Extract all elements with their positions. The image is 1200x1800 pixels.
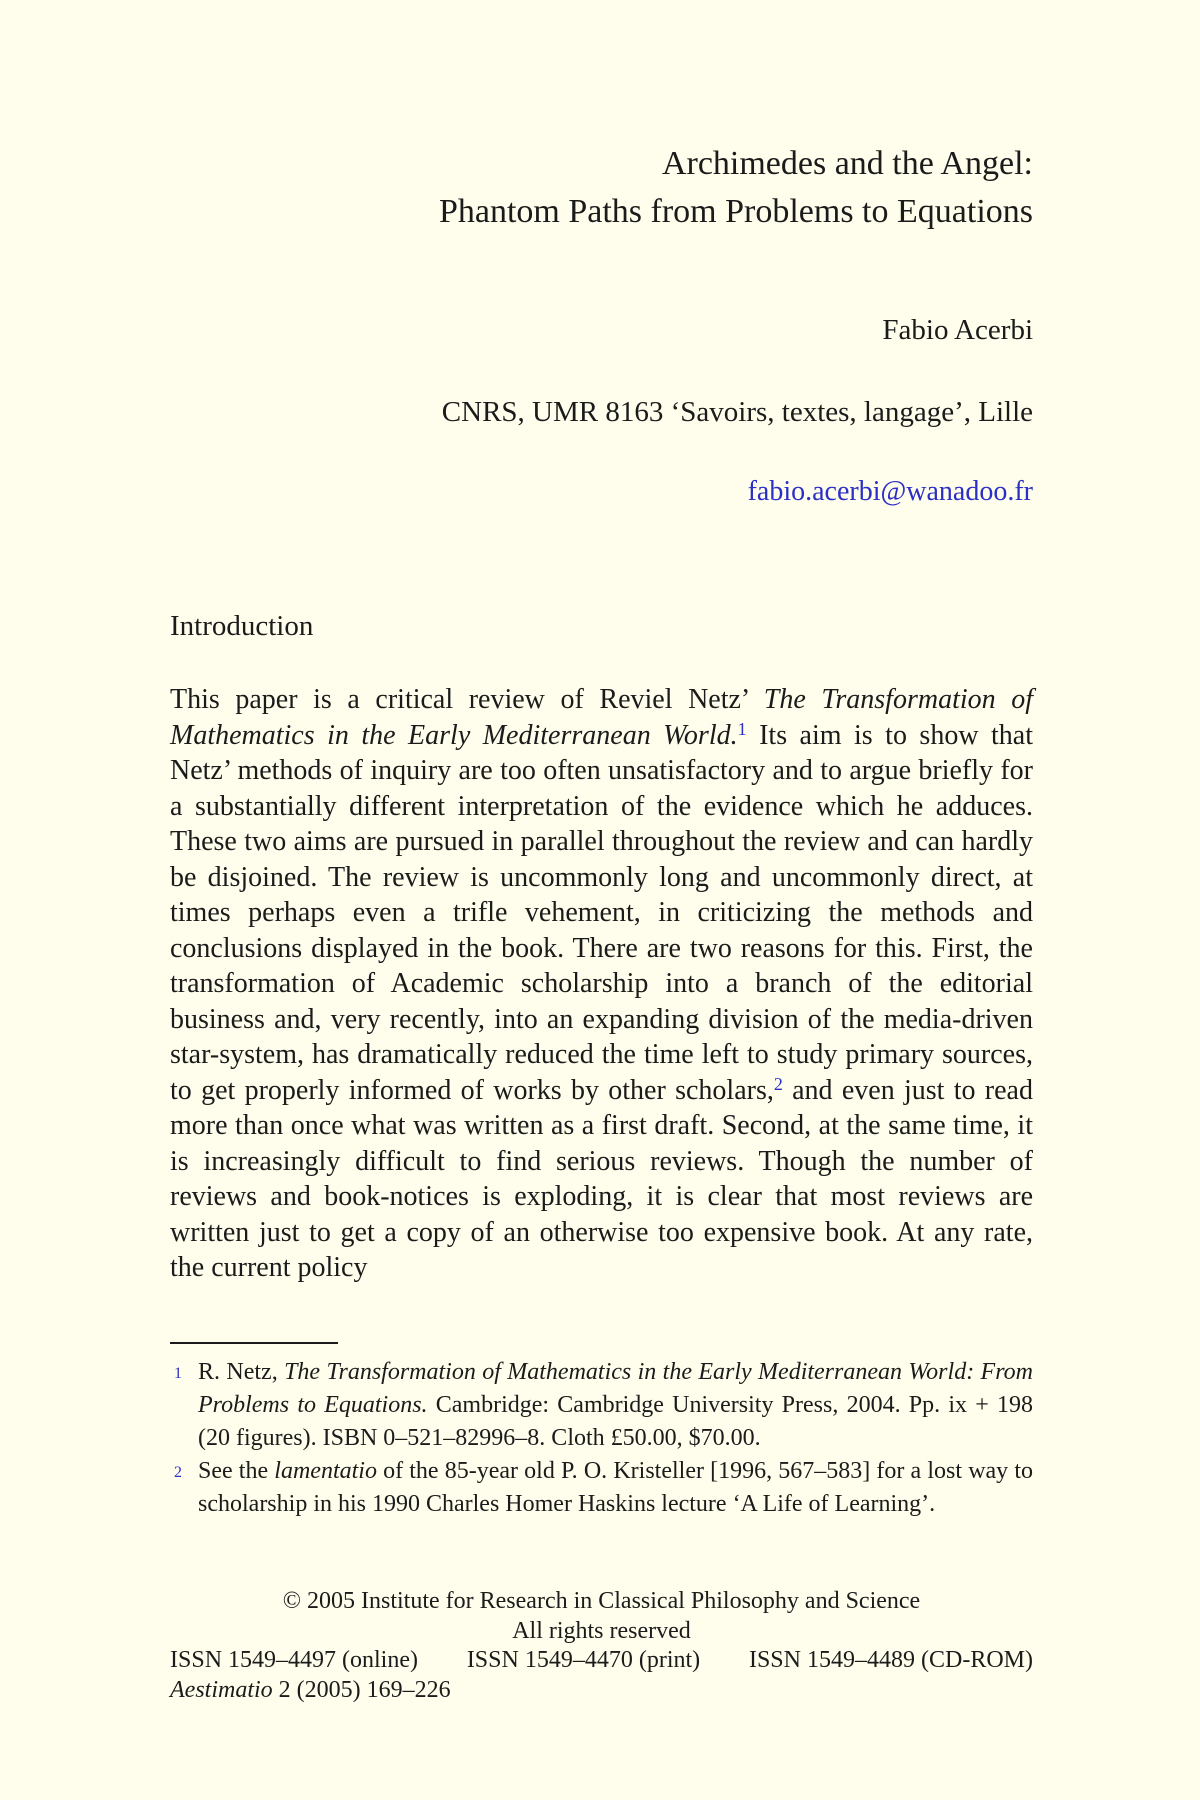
section-heading: Introduction	[170, 610, 314, 642]
issn-online: ISSN 1549–4497 (online)	[170, 1647, 418, 1673]
footnote-2	[170, 1455, 1033, 1521]
issn-line	[170, 1645, 1033, 1675]
footnote-rule	[170, 1342, 338, 1344]
footnote-ref-1[interactable]: 1	[737, 718, 747, 739]
footnote-2-marker[interactable]: 2	[174, 1464, 182, 1481]
footnote-1-marker[interactable]: 1	[174, 1365, 182, 1382]
rights-line: All rights reserved	[512, 1618, 691, 1644]
journal-citation: Aestimatio 2 (2005) 169–226	[170, 1677, 451, 1703]
author-name: Fabio Acerbi	[882, 314, 1033, 346]
footnote-1-text: R. Netz, The Transformation of Mathematics in the Early Mediterranean World: From Problems to Equations. Cambridge: Cambridge University Press, 2004. Pp. ix + 198 (20 figures). ISBN 0–521–82996–8. Cloth £50.00, $70.00.	[198, 1359, 1034, 1451]
body-paragraph: This paper is a critical review of Reviel Netz’ The Transformation of Mathematics in the Early Mediterranean World.$^1$ Its aim is to show that Netz’ methods of inquiry are too often unsatisfactory and to argue briefly for a substantially different interpretation of the evidence which he adduces. These two aims are pursued in parallel throughout the review and can hardly be disjoined. The review is uncommonly long and uncommonly direct, at times perhaps even a trifle vehement, in criticizing the methods and conclusions displayed in the book. There are two reasons for this. First, the transformation of Academic scholarship into a branch of the editorial business and, very recently, into an expanding division of the media-driven star-system, has dramatically reduced the time left to study primary sources, to get properly informed of works by other scholars,$^2$ and even just to read more than once what was written as a first draft. Second, at the same time, it is increasingly difficult to find serious reviews. Though the number of reviews and book-notices is exploding, it is clear that most reviews are written just to get a copy of an otherwise too expensive book. At any rate, the current policy	[170, 684, 1034, 1283]
copyright-line: © 2005 Institute for Research in Classical Philosophy and Science	[282, 1588, 921, 1614]
footnotes-block	[170, 1356, 1033, 1521]
author-affiliation: CNRS, UMR 8163 ‘Savoirs, textes, langage’, Lille	[441, 396, 1033, 428]
footnote-1	[170, 1356, 1033, 1455]
issn-cdrom: ISSN 1549–4489 (CD-ROM)	[748, 1647, 1033, 1673]
author-email-link[interactable]: fabio.acerbi@wanadoo.fr	[747, 476, 1033, 507]
footnote-2-text: See the lamentatio of the 85-year old P. O. Kristeller [1996, 567–583] for a lost way to scholarship in his 1990 Charles Homer Haskins lecture ‘A Life of Learning’.	[198, 1458, 1033, 1517]
footnote-ref-2[interactable]: 2	[773, 1073, 783, 1094]
paper-title-line1: Archimedes and the Angel:	[661, 145, 1033, 182]
paper-title-line2: Phantom Paths from Problems to Equations	[438, 193, 1033, 230]
issn-print: ISSN 1549–4470 (print)	[466, 1647, 701, 1673]
paper-title	[170, 140, 1033, 236]
